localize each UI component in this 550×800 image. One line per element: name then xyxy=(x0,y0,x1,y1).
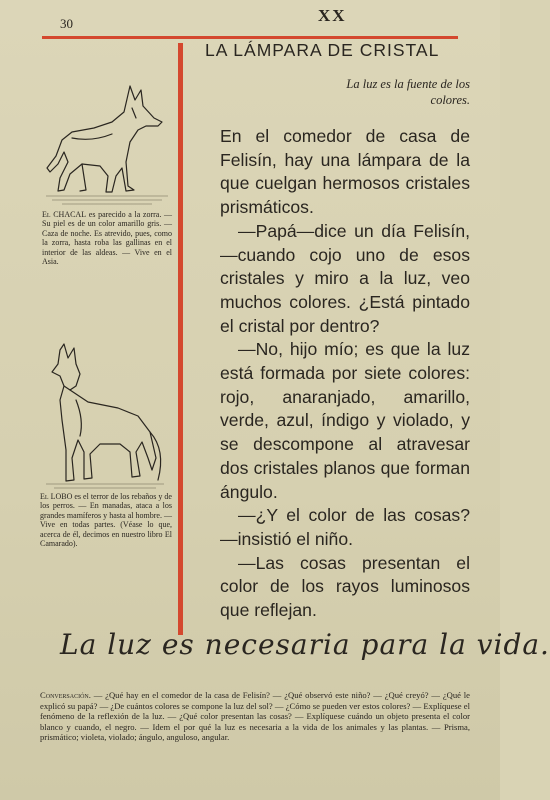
body-paragraph: —¿Y el color de las cosas? —insistió el niño. xyxy=(220,505,470,549)
body-paragraph: —No, hijo mío; es que la luz está formada por siete colores: rojo, anaranjado, amarillo, verde, azul, índigo y violado, y se descompone al atravesar dos cristales planos que forman ángulo. xyxy=(220,339,470,502)
caption-animal-name: El CHACAL xyxy=(42,210,87,219)
body-paragraph: —Papá—dice un día Felisín, —cuando cojo uno de esos cristales y miro a la luz, veo muchos colores. ¿Está pintado el cristal por dentro? xyxy=(220,220,470,336)
caption-text: es el terror de los rebaños y de los perros. — En manadas, ataca a los grandes mamíferos y hasta al hombre. — Vive en todas partes. (Véase lo que, acerca de él, decimos en nuestro libro El Camarado). xyxy=(40,492,172,549)
jackal-drawing-icon xyxy=(42,78,172,206)
wolf-caption xyxy=(40,492,172,548)
wolf-drawing-icon xyxy=(40,340,170,490)
handwritten-motto: La luz es necesaria para la vida. xyxy=(60,628,550,661)
epigraph: La luz es la fuente de los colores. xyxy=(346,77,470,107)
jackal-caption xyxy=(42,210,172,266)
conversation-lead: Conversación. xyxy=(40,690,91,700)
lesson-body xyxy=(220,125,470,623)
body-paragraph: En el comedor de casa de Felisín, hay una lámpara de la que cuelgan hermosos cristales prismáticos. xyxy=(220,126,470,218)
page-number: 30 xyxy=(60,16,73,31)
conversation-text: — ¿Qué hay en el comedor de la casa de Felisín? — ¿Qué observó este niño? — ¿Qué creyó? — ¿Qué le explicó su papá? — ¿De cuántos colores se compone la luz del sol? — ¿Cómo se pueden ver estos colores? — Explíquese el fenómeno de la reflexión de la luz. — ¿Qué color presentan las cosas? — Explíquese cuándo un objeto presenta el color blanco y cuando, el negro. — Idem el por qué la luz es necesaria a la vida de los animales y las plantas. — Prisma, prismático; violeta, violado; ángulo, anguloso, angular. xyxy=(40,690,470,743)
chapter-number: XX xyxy=(318,6,347,25)
lesson-title: LA LÁMPARA DE CRISTAL xyxy=(205,40,440,60)
caption-text: es parecido a la zorra. — Su piel es de un color amarillo gris. — Caza de noche. Es atrevido, pues, como la zorra, hasta roba las gallinas en el interior de las aldeas. — Vive en el Asia. xyxy=(42,210,172,267)
conversation-exercise xyxy=(40,690,470,743)
caption-animal-name: El LOBO xyxy=(40,492,73,501)
body-paragraph: —Las cosas presentan el color de los rayos luminosos que reflejan. xyxy=(220,552,470,621)
vertical-red-rule xyxy=(178,43,183,635)
top-red-rule xyxy=(42,36,458,39)
